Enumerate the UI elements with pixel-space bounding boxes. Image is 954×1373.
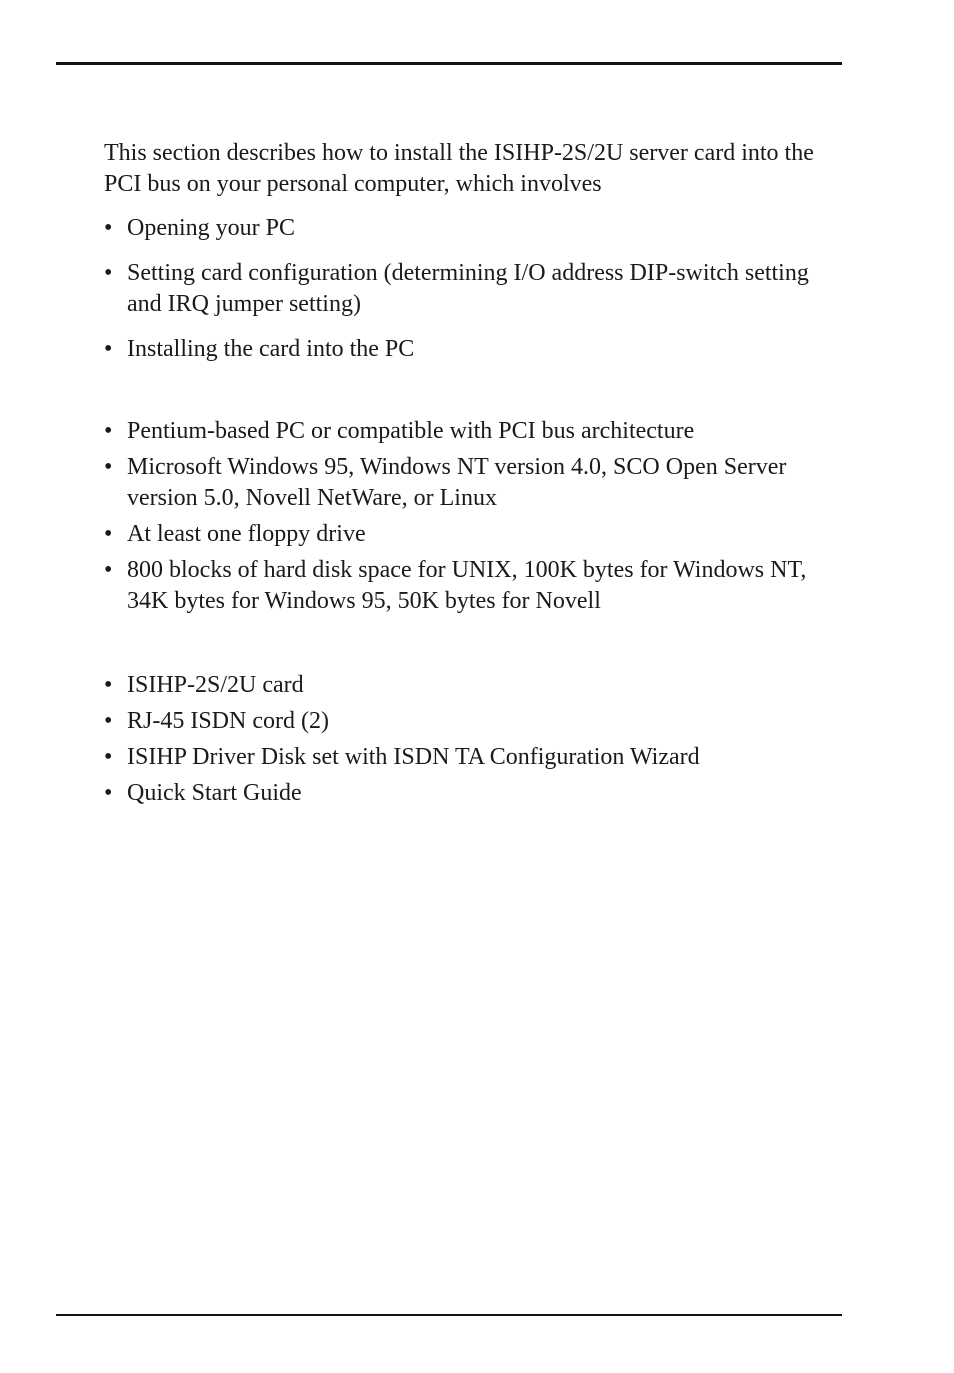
list-item: • Opening your PC [104,213,849,244]
requirements-list [104,416,849,617]
list-item: • ISIHP Driver Disk set with ISDN TA Configuration Wizard [104,742,849,773]
footer-rule [56,1314,842,1316]
intro-paragraph: This section describes how to install the ISIHP-2S/2U server card into the PCI bus on your personal computer, which involves [104,140,814,197]
install-steps-list [104,213,849,365]
list-item: • At least one floppy drive [104,519,849,550]
list-item: • Installing the card into the PC [104,334,849,365]
page-body [104,138,849,809]
package-contents-list [104,670,849,809]
header-rule [56,62,842,65]
list-item: • RJ-45 ISDN cord (2) [104,706,849,737]
list-item: • Pentium-based PC or compatible with PCI bus architecture [104,416,849,447]
list-item: • 800 blocks of hard disk space for UNIX, 100K bytes for Windows NT, 34K bytes for Windows 95, 50K bytes for Novell [104,555,849,617]
list-item: • ISIHP-2S/2U card [104,670,849,701]
list-item: • Microsoft Windows 95, Windows NT version 4.0, SCO Open Server version 5.0, Novell NetWare, or Linux [104,452,849,514]
list-item: • Setting card configuration (determining I/O address DIP-switch setting and IRQ jumper setting) [104,258,849,320]
list-item: • Quick Start Guide [104,778,849,809]
